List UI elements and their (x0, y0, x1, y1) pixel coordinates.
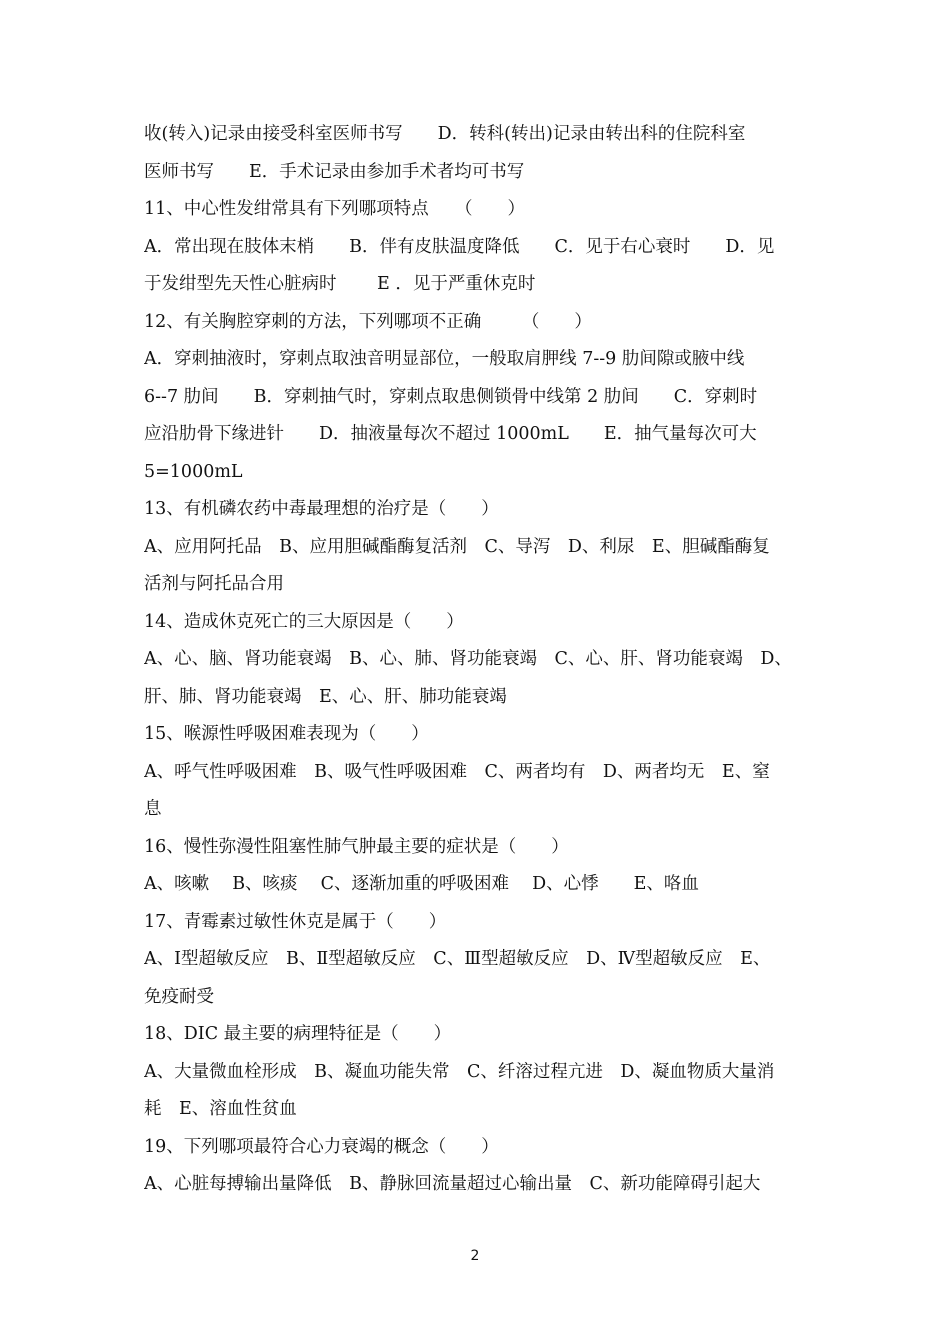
question-12-stem: 12、有关胸腔穿刺的方法，下列哪项不正确 （ ） (144, 311, 592, 332)
question-17-options: 免疫耐受 (144, 986, 214, 1007)
question-14-stem: 14、造成休克死亡的三大原因是（ ） (144, 611, 464, 632)
question-12-options: A．穿刺抽液时，穿刺点取浊音明显部位，一般取肩胛线 7--9 肋间隙或腋中线 (144, 349, 745, 369)
question-18-options: A、大量微血栓形成 B、凝血功能失常 C、纤溶过程亢进 D、凝血物质大量消 (144, 1061, 775, 1082)
document-body (144, 116, 814, 1204)
question-13-stem: 13、有机磷农药中毒最理想的治疗是（ ） (144, 499, 499, 519)
question-12-options: 应沿肋骨下缘进针 D．抽液量每次不超过 1000mL E．抽气量每次可大 (144, 424, 757, 444)
question-11-options: A．常出现在肢体末梢 B．伴有皮肤温度降低 C．见于右心衰时 D．见 (144, 236, 775, 257)
question-11-options: 于发绀型先天性心脏病时 E ．见于严重休克时 (144, 274, 536, 294)
question-18-options: 耗 E、溶血性贫血 (144, 1099, 297, 1119)
question-15-stem: 15、喉源性呼吸困难表现为（ ） (144, 724, 429, 744)
question-19-options: A、心脏每搏输出量降低 B、静脉回流量超过心输出量 C、新功能障碍引起大 (144, 1174, 761, 1194)
question-13-options: 活剂与阿托品合用 (144, 574, 284, 594)
question-17-options: A、Ⅰ型超敏反应 B、Ⅱ型超敏反应 C、Ⅲ型超敏反应 D、Ⅳ型超敏反应 E、 (144, 949, 771, 969)
text-line: 医师书写 E．手术记录由参加手术者均可书写 (144, 161, 525, 182)
question-15-options: A、呼气性呼吸困难 B、吸气性呼吸困难 C、两者均有 D、两者均无 E、窒 (144, 761, 770, 782)
question-12-options: 6--7 肋间 B．穿刺抽气时，穿刺点取患侧锁骨中线第 2 肋间 C．穿刺时 (144, 386, 758, 407)
question-14-options: 肝、肺、肾功能衰竭 E、心、肝、肺功能衰竭 (144, 686, 507, 707)
question-13-options: A、应用阿托品 B、应用胆碱酯酶复活剂 C、导泻 D、利尿 E、胆碱酯酶复 (144, 536, 770, 557)
question-18-stem: 18、DIC 最主要的病理特征是（ ） (144, 1024, 452, 1044)
question-16-options: A、咳嗽 B、咳痰 C、逐渐加重的呼吸困难 D、心悸 E、咯血 (144, 874, 699, 894)
question-16-stem: 16、慢性弥漫性阻塞性肺气肿最主要的症状是（ ） (144, 836, 569, 857)
question-15-options: 息 (144, 799, 162, 819)
question-14-options: A、心、脑、肾功能衰竭 B、心、肺、肾功能衰竭 C、心、肝、肾功能衰竭 D、 (144, 649, 792, 669)
question-17-stem: 17、青霉素过敏性休克是属于（ ） (144, 911, 447, 932)
question-19-stem: 19、下列哪项最符合心力衰竭的概念（ ） (144, 1136, 499, 1157)
text-line: 收(转入)记录由接受科室医师书写 D．转科(转出)记录由转出科的住院科室 (144, 124, 746, 144)
page-number: 2 (470, 1248, 480, 1264)
question-12-options: 5=1000mL (144, 461, 243, 482)
question-11-stem: 11、中心性发绀常具有下列哪项特点 （ ） (144, 199, 526, 219)
